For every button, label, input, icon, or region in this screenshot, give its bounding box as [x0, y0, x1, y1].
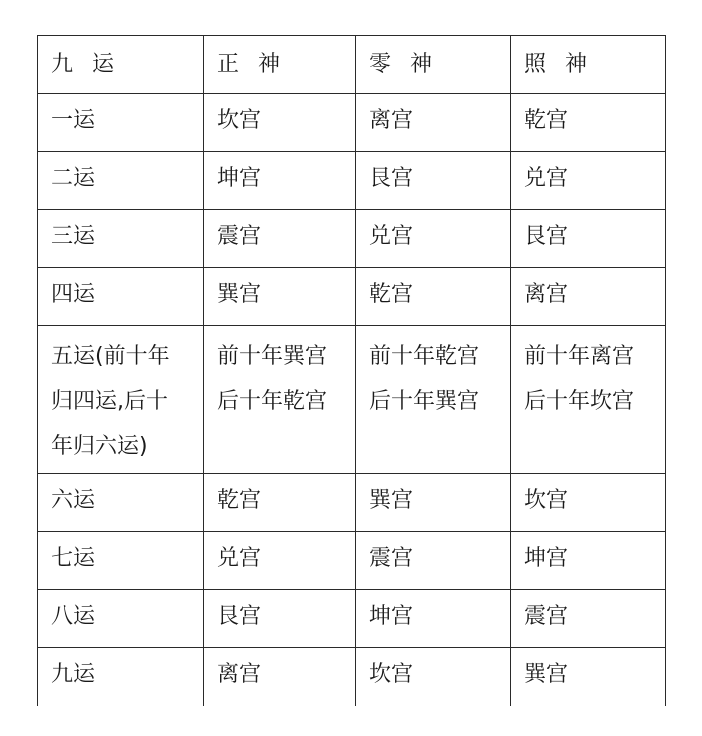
header-label: 照 神 — [524, 52, 593, 77]
table-cell: 兑宫 — [356, 210, 511, 268]
header-label: 九 运 — [51, 52, 120, 77]
table-cell: 前十年巽宫 后十年乾宫 — [204, 326, 356, 474]
table-cell: 震宫 — [356, 532, 511, 590]
table-cell: 四运 — [38, 268, 204, 326]
table-row — [38, 210, 666, 268]
header-cell-lingshen — [356, 36, 511, 94]
table-row — [38, 532, 666, 590]
table-cell: 一运 — [38, 94, 204, 152]
table-cell: 乾宫 — [511, 94, 666, 152]
table-cell: 离宫 — [356, 94, 511, 152]
table-cell: 九运 — [38, 648, 204, 706]
table-cell: 坤宫 — [356, 590, 511, 648]
table-cell: 离宫 — [511, 268, 666, 326]
table-row — [38, 474, 666, 532]
header-cell-zhaoshen — [511, 36, 666, 94]
header-cell-cycle — [38, 36, 204, 94]
table-cell: 六运 — [38, 474, 204, 532]
table-cell: 坤宫 — [511, 532, 666, 590]
table-row — [38, 268, 666, 326]
table-cell: 乾宫 — [204, 474, 356, 532]
table-row — [38, 590, 666, 648]
table-cell: 兑宫 — [511, 152, 666, 210]
table-cell: 巽宫 — [356, 474, 511, 532]
table-row — [38, 648, 666, 706]
table-cell: 震宫 — [511, 590, 666, 648]
table-cell: 前十年乾宫 后十年巽宫 — [356, 326, 511, 474]
table-cell: 坤宫 — [204, 152, 356, 210]
table-cell: 巽宫 — [204, 268, 356, 326]
table-cell: 前十年离宫 后十年坎宫 — [511, 326, 666, 474]
table-cell: 五运(前十年 归四运,后十 年归六运) — [38, 326, 204, 474]
table-cell: 八运 — [38, 590, 204, 648]
nine-cycles-table — [37, 35, 666, 706]
header-row — [38, 36, 666, 94]
table-row — [38, 152, 666, 210]
table-cell: 兑宫 — [204, 532, 356, 590]
table-cell: 二运 — [38, 152, 204, 210]
table-cell: 坎宫 — [356, 648, 511, 706]
table-cell: 巽宫 — [511, 648, 666, 706]
header-cell-zhengshen — [204, 36, 356, 94]
table-row — [38, 94, 666, 152]
table-cell: 七运 — [38, 532, 204, 590]
table-cell: 艮宫 — [204, 590, 356, 648]
table-cell: 艮宫 — [356, 152, 511, 210]
table-cell: 乾宫 — [356, 268, 511, 326]
header-label: 零 神 — [369, 52, 438, 77]
table-cell: 离宫 — [204, 648, 356, 706]
table-cell: 坎宫 — [204, 94, 356, 152]
table-cell: 坎宫 — [511, 474, 666, 532]
table-cell: 艮宫 — [511, 210, 666, 268]
table-row — [38, 326, 666, 474]
table-cell: 三运 — [38, 210, 204, 268]
table-cell: 震宫 — [204, 210, 356, 268]
header-label: 正 神 — [217, 52, 286, 77]
